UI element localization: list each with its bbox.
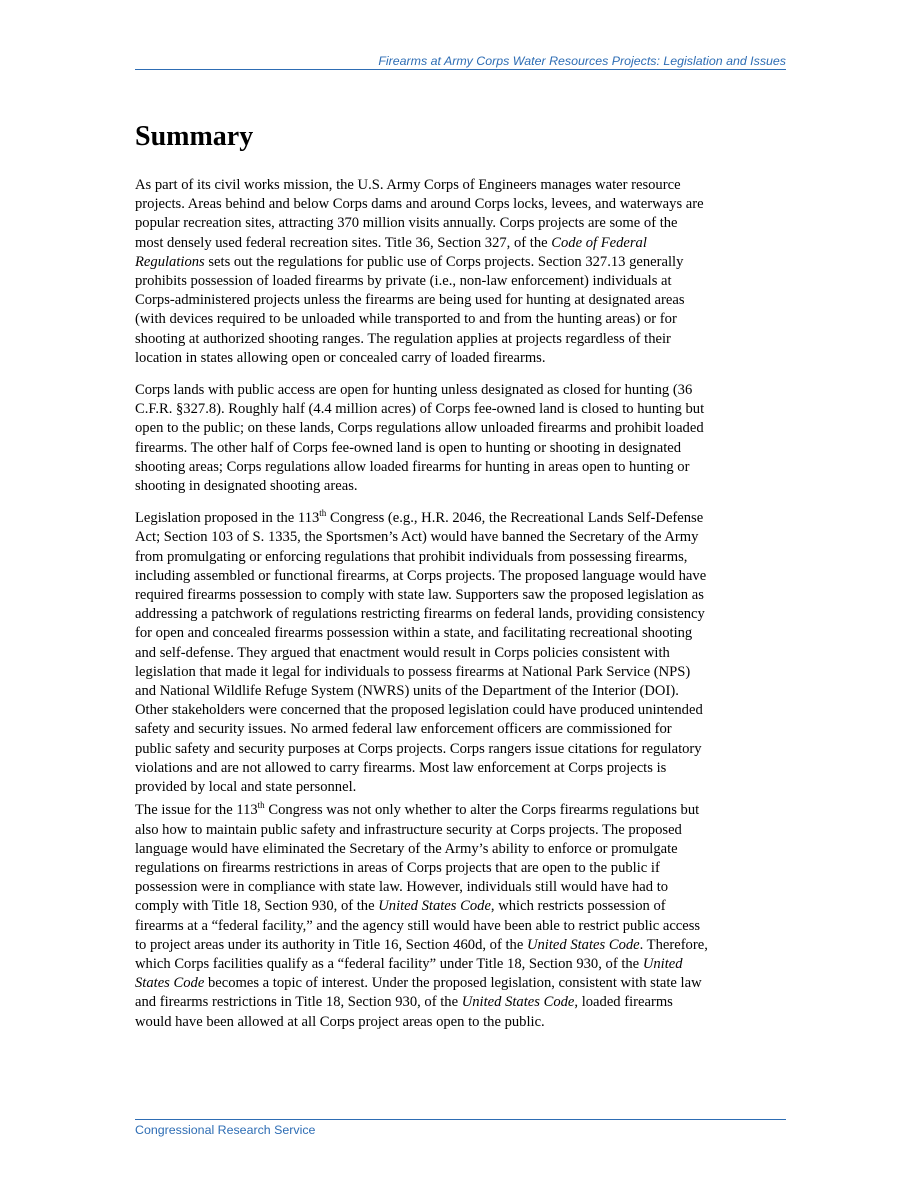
text-line: for open and concealed firearms possession within a state, and facilitating recreational shooting xyxy=(135,625,693,642)
text-line: also how to maintain public safety and infrastructure security at Corps projects. The proposed xyxy=(135,821,682,838)
summary-body xyxy=(135,176,790,1045)
text-line: The issue for the 113th Congress was not only whether to alter the Corps firearms regulations but xyxy=(135,800,700,819)
text-line: firearms at a “federal facility,” and the agency still would have been able to restrict public access xyxy=(135,917,701,934)
superscript: th xyxy=(257,800,265,811)
citation-italic: States Code xyxy=(135,975,205,992)
text-line: shooting in designated shooting areas. xyxy=(135,478,358,495)
text-line: possession were in compliance with state law. However, individuals still would have had to xyxy=(135,879,669,896)
text-line: Act; Section 103 of S. 1335, the Sportsmen’s Act) would have banned the Secretary of the Army xyxy=(135,529,699,546)
footer-label: Congressional Research Service xyxy=(135,1123,316,1137)
text-line: to project areas under its authority in Title 16, Section 460d, of the United States Code. Therefore, xyxy=(135,936,708,953)
text-line: legislation that made it legal for individuals to possess firearms at National Park Service (NPS) xyxy=(135,663,691,680)
text-line: including assembled or functional firearms, at Corps projects. The proposed language would have xyxy=(135,567,707,584)
citation-italic: United States Code xyxy=(461,994,575,1011)
text-line: Other stakeholders were concerned that the proposed legislation could have produced unintended xyxy=(135,702,703,719)
header-rule xyxy=(135,69,786,70)
footer-rule xyxy=(135,1119,786,1120)
text-line: which Corps facilities qualify as a “federal facility” under Title 18, Section 930, of the United xyxy=(135,955,683,972)
text-line: location in states allowing open or concealed carry of loaded firearms. xyxy=(135,349,546,366)
text-line: would have been allowed at all Corps project areas open to the public. xyxy=(135,1013,545,1030)
citation-italic: United xyxy=(642,955,683,972)
text-line: safety and security issues. No armed federal law enforcement officers are commissioned for xyxy=(135,721,672,738)
text-line: popular recreation sites, attracting 370 million visits annually. Corps projects are some of the xyxy=(135,215,678,232)
citation-italic: United States Code xyxy=(378,898,491,915)
citation-italic: Code of Federal xyxy=(551,234,647,251)
citation-italic: Regulations xyxy=(135,253,205,270)
text-line: comply with Title 18, Section 930, of the United States Code, which restricts possession of xyxy=(135,898,666,915)
text-line: As part of its civil works mission, the U.S. Army Corps of Engineers manages water resource xyxy=(135,177,681,193)
text-line: and National Wildlife Refuge System (NWRS) units of the Department of the Interior (DOI). xyxy=(135,683,679,700)
text-line: shooting at authorized shooting ranges. The regulation applies at projects regardless of their xyxy=(135,330,671,347)
text-line: prohibits possession of loaded firearms by private (i.e., non-law enforcement) individuals at xyxy=(135,273,672,290)
text-line: firearms. The other half of Corps fee-owned land is open to hunting or shooting in designated xyxy=(135,439,682,456)
paragraph-4 xyxy=(135,801,790,1031)
text-line: provided by local and state personnel. xyxy=(135,779,357,796)
text-line: violations and are not allowed to carry firearms. Most law enforcement at Corps projects is xyxy=(135,759,667,776)
text-line: shooting areas; Corps regulations allow loaded firearms for hunting in areas open to hunting or xyxy=(135,458,690,475)
text-line: required firearms possession to comply with state law. Supporters saw the proposed legislation as xyxy=(135,587,704,604)
text-line: most densely used federal recreation sites. Title 36, Section 327, of the Code of Federal xyxy=(135,234,647,251)
text-line: regulations on firearms restrictions in areas of Corps projects that are open to the public if xyxy=(135,859,660,876)
section-title: Summary xyxy=(135,121,254,152)
text-line: Corps-administered projects unless the firearms are being used for hunting at designated areas xyxy=(135,292,685,309)
running-header: Firearms at Army Corps Water Resources Projects: Legislation and Issues xyxy=(378,54,786,68)
superscript: th xyxy=(319,508,327,519)
paragraph-3 xyxy=(135,509,790,797)
text-line: and self-defense. They argued that enactment would result in Corps policies consistent with xyxy=(135,644,670,661)
paragraph-2 xyxy=(135,381,790,496)
text-line: States Code becomes a topic of interest. Under the proposed legislation, consistent with state law xyxy=(135,975,702,992)
text-line: addressing a patchwork of regulations restricting firearms on federal lands, providing consistency xyxy=(135,606,705,623)
text-line: C.F.R. §327.8). Roughly half (4.4 million acres) of Corps fee-owned land is closed to hunting but xyxy=(135,401,705,418)
text-line: projects. Areas behind and below Corps dams and around Corps locks, levees, and waterways are xyxy=(135,196,704,213)
text-line: Legislation proposed in the 113th Congress (e.g., H.R. 2046, the Recreational Lands Self-Defense xyxy=(135,508,704,527)
text-line: from promulgating or enforcing regulations that prohibit individuals from possessing firearms, xyxy=(135,548,688,565)
text-line: open to the public; on these lands, Corps regulations allow unloaded firearms and prohibit loaded xyxy=(135,420,704,437)
text-line: Regulations sets out the regulations for public use of Corps projects. Section 327.13 generally xyxy=(135,253,684,270)
text-line: Corps lands with public access are open for hunting unless designated as closed for hunting (36 xyxy=(135,382,693,399)
text-line: (with devices required to be unloaded while transported to and from the hunting areas) or for xyxy=(135,311,677,328)
text-line: language would have eliminated the Secretary of the Army’s ability to enforce or promulgate xyxy=(135,840,678,857)
citation-italic: United States Code xyxy=(526,936,640,953)
text-line: and firearms restrictions in Title 18, Section 930, of the United States Code, loaded firearms xyxy=(135,994,673,1011)
text-line: public safety and security purposes at Corps projects. Corps rangers issue citations for regulatory xyxy=(135,740,702,757)
paragraph-1 xyxy=(135,176,790,368)
